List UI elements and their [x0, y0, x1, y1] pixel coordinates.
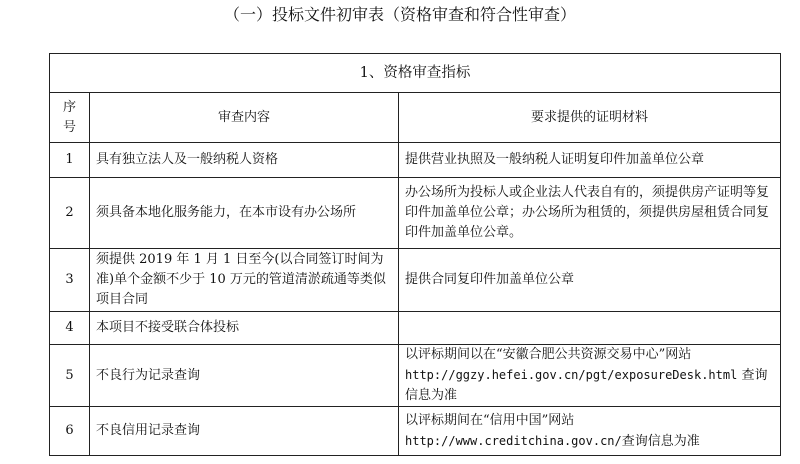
header-no-line2: 号: [62, 119, 76, 135]
row-no: 4: [50, 312, 90, 345]
row-content: 须具备本地化服务能力，在本市设有办公场所: [90, 178, 399, 249]
table-row: [50, 345, 781, 407]
table-row: [50, 249, 781, 312]
row-no: 5: [50, 345, 90, 407]
table-row: [50, 143, 781, 178]
row-no: 3: [50, 249, 90, 312]
row-evidence: 提供营业执照及一般纳税人证明复印件加盖单位公章: [399, 143, 781, 178]
document-title: （一）投标文件初审表（资格审查和符合性审查）: [223, 5, 576, 24]
header-no-line1: 序: [62, 99, 76, 115]
header-content: 审查内容: [90, 93, 399, 143]
row-content: 本项目不接受联合体投标: [90, 312, 399, 345]
row-evidence: 办公场所为投标人或企业法人代表自有的，须提供房产证明等复印件加盖单位公章；办公场所为租赁的，须提供房屋租赁合同复印件加盖单位公章。: [399, 178, 781, 249]
evidence-text-tail: 查询信息为准: [405, 368, 768, 403]
section-title: 1、资格审查指标: [50, 54, 781, 93]
website-link[interactable]: http://ggzy.hefei.gov.cn/pgt/exposureDesk.html: [405, 368, 738, 382]
qualification-review-table: [49, 53, 781, 456]
row-no: 6: [50, 407, 90, 456]
header-evidence: 要求提供的证明材料: [399, 93, 781, 143]
row-evidence: [399, 407, 781, 456]
row-evidence: [399, 345, 781, 407]
table-row: [50, 178, 781, 249]
header-row: [50, 93, 781, 143]
table-row: [50, 407, 781, 456]
row-evidence: [399, 312, 781, 345]
row-no: 2: [50, 178, 90, 249]
header-no: [50, 93, 90, 143]
row-content: 具有独立法人及一般纳税人资格: [90, 143, 399, 178]
section-row: [50, 54, 781, 93]
row-content: 须提供 2019 年 1 月 1 日至今(以合同签订时间为准)单个金额不少于 10 万元的管道清淤疏通等类似项目合同: [90, 249, 399, 312]
evidence-text: 以评标期间以在“安徽合肥公共资源交易中心”网站: [405, 347, 692, 362]
row-content: 不良行为记录查询: [90, 345, 399, 407]
row-evidence: 提供合同复印件加盖单位公章: [399, 249, 781, 312]
evidence-text-tail: 查询信息为准: [621, 433, 700, 449]
evidence-text: 以评标期间在“信用中国”网站: [405, 412, 575, 428]
website-link[interactable]: http://www.creditchina.gov.cn/: [405, 433, 622, 448]
row-no: 1: [50, 143, 90, 178]
table-row: [50, 312, 781, 345]
row-content: 不良信用记录查询: [90, 407, 399, 456]
